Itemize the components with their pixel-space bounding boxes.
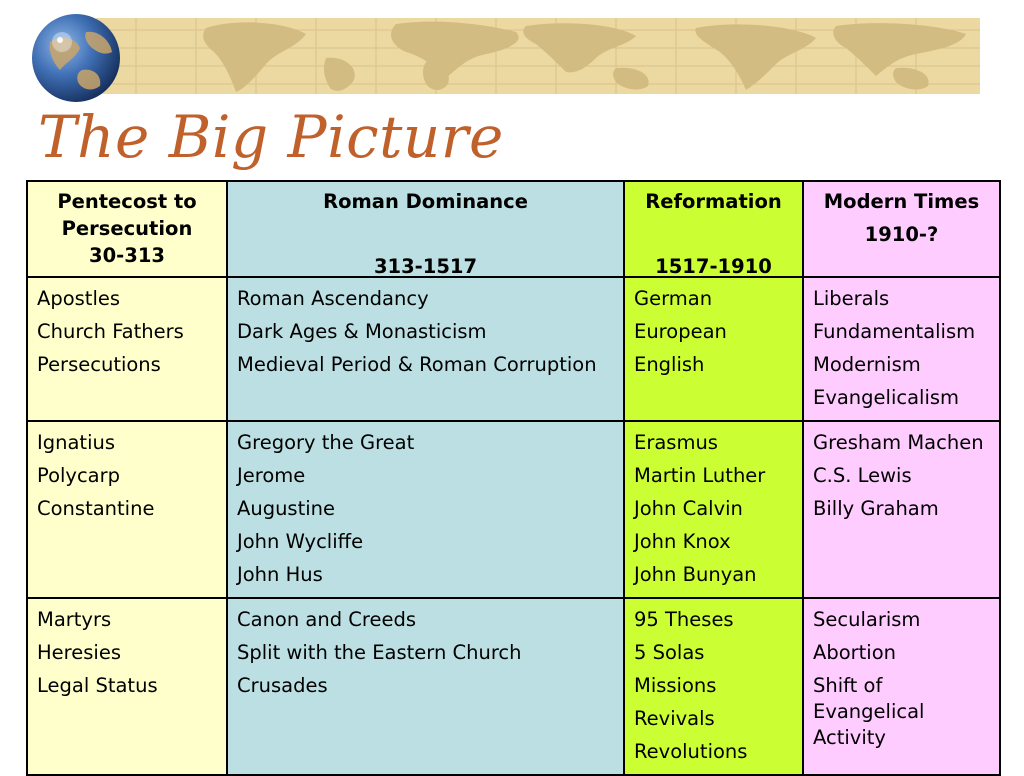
table-row <box>27 421 1000 598</box>
list-item: Abortion <box>813 641 897 664</box>
list-item: Dark Ages & Monasticism <box>237 320 487 343</box>
list-item: Polycarp <box>37 464 121 487</box>
list-item: German <box>634 287 713 310</box>
list-item: Secularism <box>813 608 921 631</box>
list-item: Martin Luther <box>634 464 766 487</box>
list-item: Split with the Eastern Church <box>237 641 522 664</box>
list-item: Liberals <box>813 287 890 310</box>
era-years: 313-1517 <box>373 255 478 278</box>
list-item: Apostles <box>37 287 121 310</box>
table-cell <box>27 277 227 421</box>
era-years: 1517-1910 <box>655 255 772 278</box>
era-name: Modern Times <box>823 190 980 213</box>
list-item: Gregory the Great <box>237 431 415 454</box>
list-item: Legal Status <box>37 674 158 697</box>
list-item: John Wycliffe <box>237 530 364 553</box>
list-item: Billy Graham <box>813 497 939 520</box>
list-item: Constantine <box>37 497 155 520</box>
list-item: Modernism <box>813 353 921 376</box>
list-item: Persecutions <box>37 353 161 376</box>
header-cell-pentecost <box>27 181 227 277</box>
list-item: Activity <box>813 726 886 749</box>
table-cell <box>27 598 227 775</box>
table-cell <box>227 598 624 775</box>
list-item: Augustine <box>237 497 336 520</box>
list-item: Ignatius <box>37 431 116 454</box>
table-cell <box>27 421 227 598</box>
table-row <box>27 277 1000 421</box>
world-map-graphic <box>96 18 980 94</box>
era-years: 1910-? <box>864 223 939 246</box>
list-item: Church Fathers <box>37 320 184 343</box>
table-cell <box>803 277 1000 421</box>
table-cell <box>227 277 624 421</box>
list-item: Fundamentalism <box>813 320 976 343</box>
list-item: Revolutions <box>634 740 748 763</box>
era-name: Roman Dominance <box>323 190 528 213</box>
table-row <box>27 598 1000 775</box>
era-years: 30-313 <box>89 244 165 267</box>
list-item: Shift of <box>813 674 883 697</box>
list-item: John Calvin <box>634 497 743 520</box>
table-cell <box>803 598 1000 775</box>
list-item: English <box>634 353 705 376</box>
list-item: Evangelical <box>813 700 925 723</box>
era-name: Reformation <box>645 190 782 213</box>
table-cell <box>624 598 803 775</box>
globe-icon <box>30 12 122 104</box>
list-item: Revivals <box>634 707 715 730</box>
list-item: 95 Theses <box>634 608 734 631</box>
header-cell-reformation <box>624 181 803 277</box>
list-item: Medieval Period & Roman Corruption <box>237 353 597 376</box>
table-cell <box>624 421 803 598</box>
list-item: Crusades <box>237 674 328 697</box>
table-cell <box>227 421 624 598</box>
list-item: Evangelicalism <box>813 386 960 409</box>
list-item: John Knox <box>634 530 731 553</box>
header-row <box>27 181 1000 277</box>
table-cell <box>803 421 1000 598</box>
list-item: European <box>634 320 727 343</box>
list-item: John Bunyan <box>634 563 757 586</box>
list-item: Canon and Creeds <box>237 608 417 631</box>
world-map-banner <box>96 18 980 94</box>
history-table <box>26 180 1001 776</box>
header-cell-roman <box>227 181 624 277</box>
list-item: Jerome <box>237 464 306 487</box>
list-item: Martyrs <box>37 608 112 631</box>
list-item: John Hus <box>237 563 323 586</box>
list-item: Missions <box>634 674 717 697</box>
table-cell <box>624 277 803 421</box>
list-item: C.S. Lewis <box>813 464 912 487</box>
list-item: 5 Solas <box>634 641 705 664</box>
list-item: Gresham Machen <box>813 431 984 454</box>
list-item: Roman Ascendancy <box>237 287 429 310</box>
list-item: Heresies <box>37 641 121 664</box>
header-cell-modern <box>803 181 1000 277</box>
era-name: Pentecost to Persecution <box>57 190 197 240</box>
list-item: Erasmus <box>634 431 718 454</box>
slide-title: The Big Picture <box>38 103 504 171</box>
